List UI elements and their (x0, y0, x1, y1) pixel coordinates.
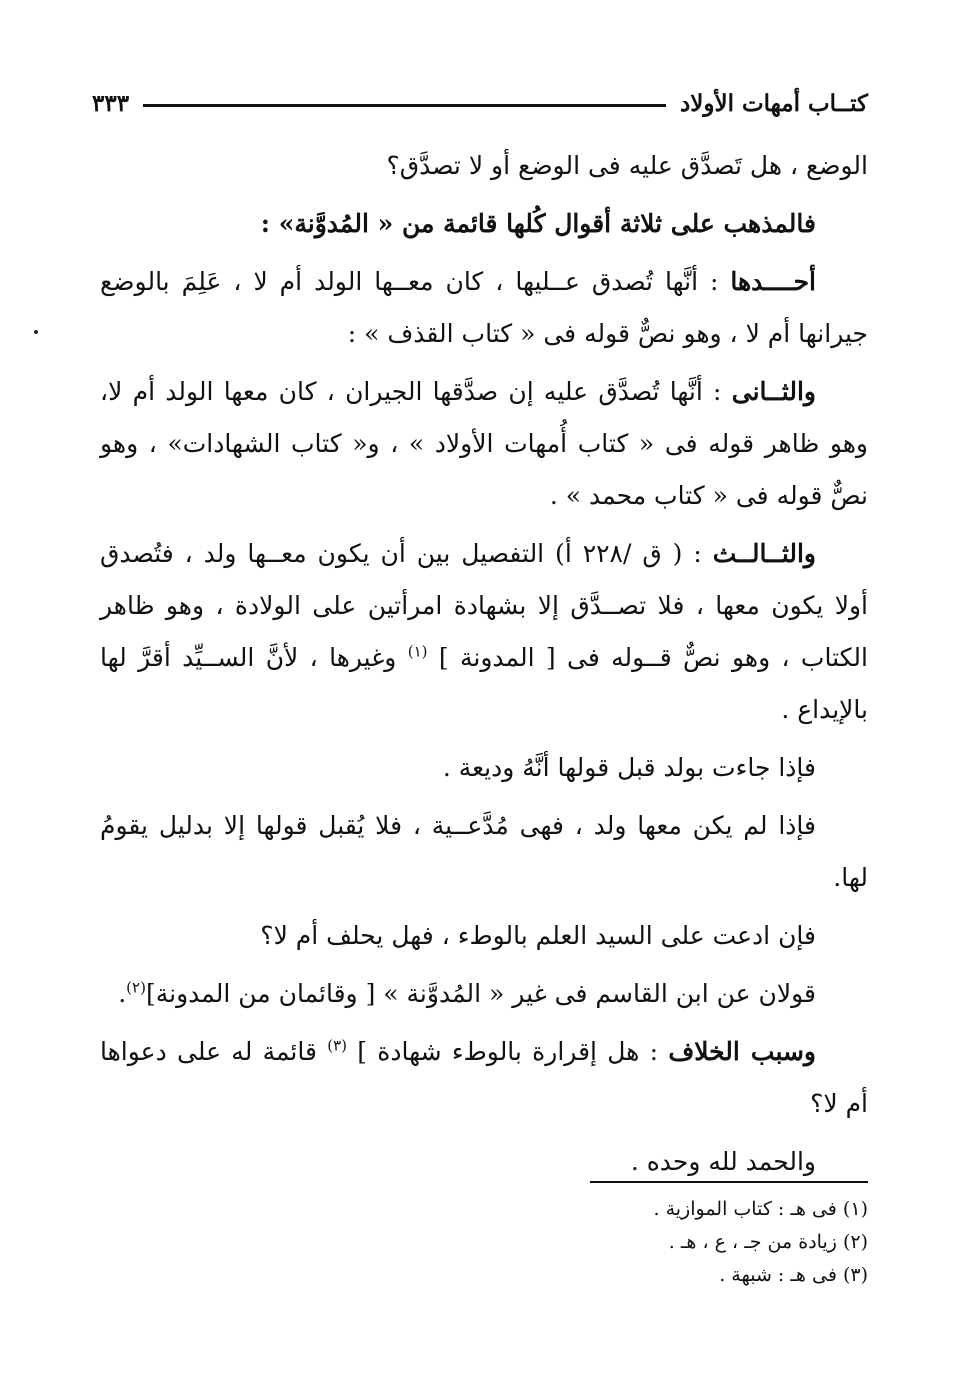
paragraph-8: فإن ادعت على السيد العلم بالوطء ، فهل يحلف أم لا؟ (260, 921, 816, 950)
footnote-ref-2[interactable]: (٢) (126, 978, 146, 997)
opinion-two-label: والثــانى (731, 377, 816, 406)
paragraph-7: فإذا لم يكن معها ولد ، فهى مُدَّعــية ، فلا يُقبل قولها إلا بدليل يقومُ لها. (100, 811, 868, 892)
header-rule (143, 104, 666, 107)
footnote-ref-3[interactable]: (٣) (327, 1036, 348, 1055)
paragraph-1: الوضع ، هل تَصدَّق عليه فى الوضع أو لا تصدَّق؟ (386, 151, 868, 180)
running-head (92, 86, 868, 120)
cause-of-dispute-label: وسبب الخلاف (668, 1037, 817, 1066)
paragraph-6: فإذا جاءت بولد قبل قولها أنَّهُ وديعة . (442, 753, 816, 782)
page-number: ٣٣٣ (92, 89, 130, 117)
footnote-separator (590, 1181, 868, 1183)
paragraph-4: والثــانى : أنَّها تُصدَّق عليه إن صدَّقها الجيران ، كان معها الولد أم لا، وهو ظاهر قوله فى « كتاب أُمهات الأولاد » ، و« كتاب الشهادات» ، وهو نصٌّ قوله فى « كتاب محمد » . (100, 377, 868, 510)
main-text (100, 140, 868, 1194)
footnote-1: (١) فى هـ : كتاب الموازية . (653, 1198, 868, 1220)
paragraph-10: وسبب الخلاف : هل إقرارة بالوطء شهادة ] $^{(٣)}$ قائمة له على دعواها أم لا؟ (100, 1036, 868, 1118)
paragraph-2: فالمذهب على ثلاثة أقوال كُلها قائمة من « المُدوَّنة» : (260, 209, 816, 238)
paragraph-9: قولان عن ابن القاسم فى غير « المُدوَّنة » [ وقائمان من المدونة]$^{(٢)}$. (118, 978, 816, 1008)
opinion-three-label: والثــالــث (712, 539, 816, 568)
paragraph-3: أحــــدها : أنَّها تُصدق عــليها ، كان معــها الولد أم لا ، عَلِمَ بالوضع جيرانها أم لا ، وهو نصٌّ قوله فى « كتاب القذف » : (100, 267, 868, 348)
stray-mark (34, 330, 38, 334)
footnote-ref-1[interactable]: (١) (407, 642, 428, 661)
footnote-2: (٢) زيادة من جـ ، ع ، هـ . (668, 1231, 868, 1253)
chapter-title: كتــاب أمهات الأولاد (680, 89, 868, 117)
paragraph-5: والثــالــث : ( ق /٢٢٨ أ) التفصيل بين أن يكون معــها ولد ، فتُصدق أولا يكون معها ، فلا تصــدَّق إلا بشهادة امرأتين على الولادة ، وهو ظاهر الكتاب ، وهو نصٌّ قــوله فى [ المدونة ] $^{(١)}$ وغيرها ، لأنَّ الســيِّد أقرَّ لها بالإيداع . (100, 539, 868, 724)
paragraph-11: والحمد لله وحده . (630, 1147, 816, 1176)
footnotes (560, 1193, 868, 1292)
footnote-3: (٣) فى هـ : شبهة . (719, 1264, 868, 1286)
opinion-one-label: أحــــدها (730, 267, 816, 296)
